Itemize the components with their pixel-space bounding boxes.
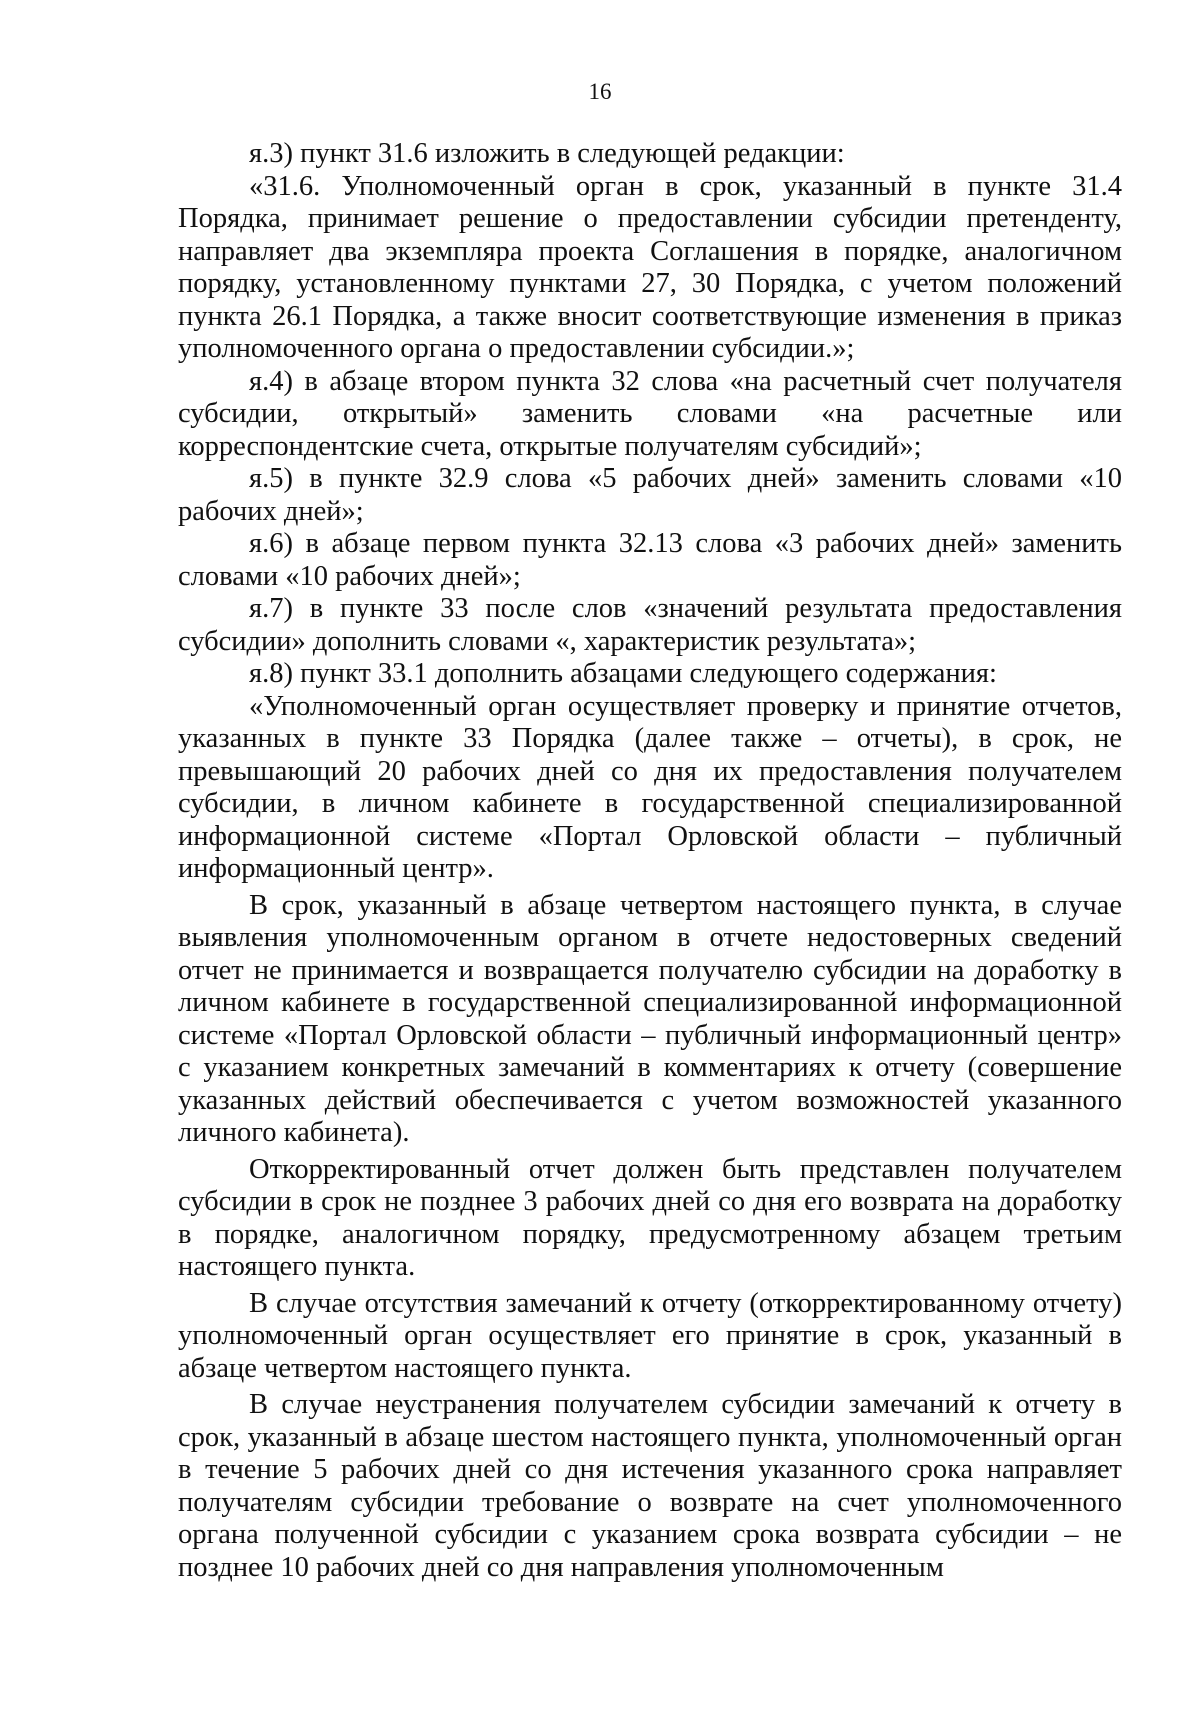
paragraph-item-ya4: я.4) в абзаце втором пункта 32 слова «на расчетный счет получателя субсидии, открытый» заменить словами «на расчетные или корреспондентские счета, открытые получателям субсидий»;: [178, 365, 1122, 462]
paragraph-item-ya7: я.7) в пункте 33 после слов «значений результата предоставления субсидии» дополнить словами «, характеристик результата»;: [178, 593, 1122, 657]
document-body: [178, 138, 1122, 1584]
page-number: 16: [588, 79, 612, 104]
paragraph-item-ya5: я.5) в пункте 32.9 слова «5 рабочих дней» заменить словами «10 рабочих дней»;: [178, 463, 1122, 527]
paragraph-report-check: «Уполномоченный орган осуществляет проверку и принятие отчетов, указанных в пункте 33 Порядка (далее также – отчеты), в срок, не превышающий 20 рабочих дней со дня их предоставления получателем субсидии, в личном кабинете в государственной специализированной информационной системе «Портал Орловской области – публичный информационный центр».: [178, 690, 1122, 884]
paragraph-item-ya8: я.8) пункт 33.1 дополнить абзацами следующего содержания:: [249, 658, 997, 689]
paragraph-item-ya3: я.3) пункт 31.6 изложить в следующей редакции:: [249, 138, 845, 169]
paragraph-item-ya6: я.6) в абзаце первом пункта 32.13 слова «3 рабочих дней» заменить словами «10 рабочих дней»;: [178, 528, 1122, 592]
paragraph-corrected-report: Откорректированный отчет должен быть представлен получателем субсидии в срок не позднее 3 рабочих дней со дня его возврата на доработку в порядке, аналогичном порядку, предусмотренному абзацем третьим настоящего пункта.: [178, 1153, 1122, 1282]
paragraph-point-31-6: «31.6. Уполномоченный орган в срок, указанный в пункте 31.4 Порядка, принимает решение о предоставлении субсидии претенденту, направляет два экземпляра проекта Соглашения в порядке, аналогичном порядку, установленному пунктами 27, 30 Порядка, с учетом положений пункта 26.1 Порядка, а также вносит соответствующие изменения в приказ уполномоченного органа о предоставлении субсидии.»;: [178, 170, 1122, 364]
paragraph-no-remarks: В случае отсутствия замечаний к отчету (откорректированному отчету) уполномоченный орган осуществляет его принятие в срок, указанный в абзаце четвертом настоящего пункта.: [178, 1287, 1122, 1384]
paragraph-non-elimination: В случае неустранения получателем субсидии замечаний к отчету в срок, указанный в абзаце шестом настоящего пункта, уполномоченный орган в течение 5 рабочих дней со дня истечения указанного срока направляет получателям субсидии требование о возврате на счет уполномоченного органа полученной субсидии с указанием срока возврата субсидии – не позднее 10 рабочих дней со дня направления уполномоченным: [178, 1389, 1122, 1583]
paragraph-report-return: В срок, указанный в абзаце четвертом настоящего пункта, в случае выявления уполномоченным органом в отчете недостоверных сведений отчет не принимается и возвращается получателю субсидии на доработку в личном кабинете в государственной специализированной информационной системе «Портал Орловской области – публичный информационный центр» с указанием конкретных замечаний в комментариях к отчету (совершение указанных действий обеспечивается с учетом возможностей указанного личного кабинета).: [178, 889, 1122, 1148]
